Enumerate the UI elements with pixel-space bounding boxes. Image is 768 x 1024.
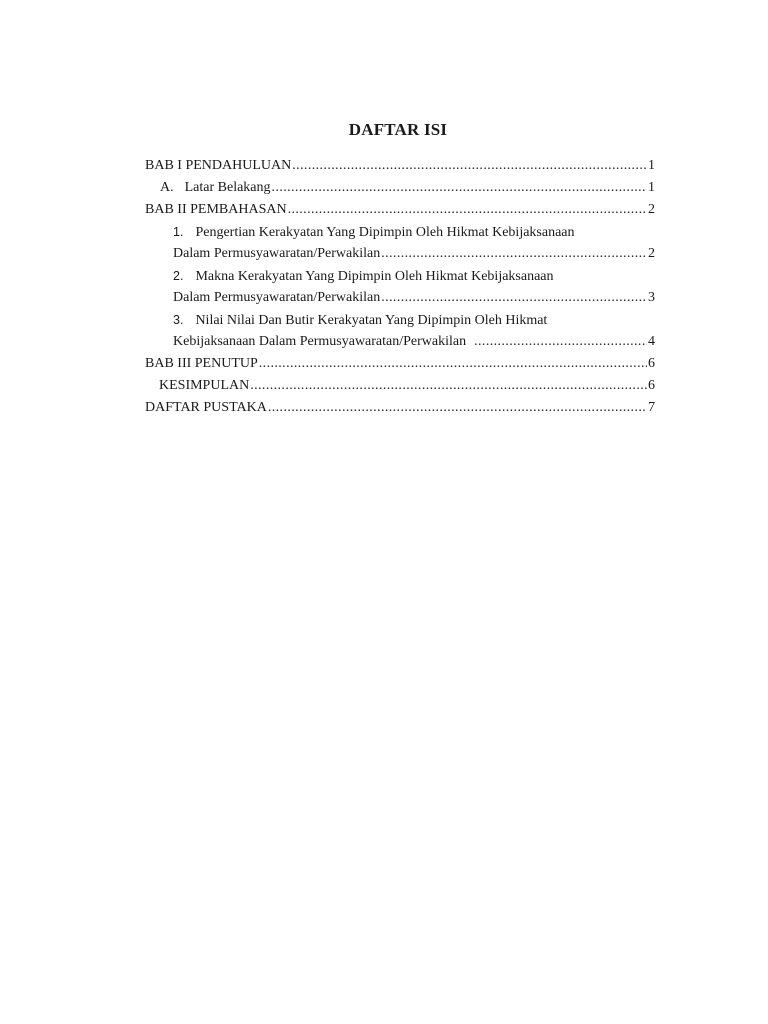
toc-entry-label: BAB III PENUTUP	[145, 356, 258, 371]
toc-entry-item-3-line-1[interactable]	[145, 309, 655, 331]
toc-page-number: 4	[648, 334, 655, 349]
toc-entry-label-line-1: Makna Kerakyatan Yang Dipimpin Oleh Hikmat Kebijaksanaan	[195, 269, 554, 284]
toc-item-number: 2.	[173, 269, 184, 283]
toc-entry-label: Latar Belakang	[184, 180, 271, 195]
toc-entry-latar-belakang[interactable]	[145, 177, 655, 199]
toc-entry-label: BAB II PEMBAHASAN	[145, 202, 287, 217]
toc-entry-marker: A.	[160, 180, 174, 195]
dot-leader	[250, 375, 647, 397]
toc-page-number: 1	[648, 180, 655, 195]
dot-leader	[288, 199, 647, 221]
toc-page-number: 2	[648, 202, 655, 217]
toc-entry-item-1-line-2[interactable]	[145, 243, 655, 265]
toc-entry-bab-2[interactable]	[145, 199, 655, 221]
toc-entry-bab-1[interactable]	[145, 155, 655, 177]
dot-leader	[272, 177, 647, 199]
toc-entry-label-line-2: Kebijaksanaan Dalam Permusyawaratan/Perwakilan	[173, 334, 474, 349]
toc-entry-label-line-2: Dalam Permusyawaratan/Perwakilan	[173, 290, 381, 305]
toc-entry-label: BAB I PENDAHULUAN	[145, 158, 292, 173]
toc-entry-item-3-line-2[interactable]	[145, 331, 655, 353]
dot-leader	[381, 287, 647, 309]
toc-page-number: 6	[648, 378, 655, 393]
toc-page-number: 1	[648, 158, 655, 173]
toc-item-number: 3.	[173, 313, 184, 327]
toc-entry-label-line-2: Dalam Permusyawaratan/Perwakilan	[173, 246, 381, 261]
table-of-contents	[145, 155, 655, 419]
dot-leader	[381, 243, 647, 265]
dot-leader	[292, 155, 647, 177]
toc-entry-kesimpulan[interactable]	[145, 375, 655, 397]
dot-leader	[474, 331, 647, 353]
toc-entry-item-1-line-1[interactable]	[145, 221, 655, 243]
toc-entry-label-line-1: Pengertian Kerakyatan Yang Dipimpin Oleh Hikmat Kebijaksanaan	[195, 225, 575, 240]
toc-entry-item-2-line-2[interactable]	[145, 287, 655, 309]
toc-item-number: 1.	[173, 225, 184, 239]
toc-entry-item-2-line-1[interactable]	[145, 265, 655, 287]
toc-entry-label: DAFTAR PUSTAKA	[145, 400, 267, 415]
toc-entry-daftar-pustaka[interactable]	[145, 397, 655, 419]
toc-page-number: 3	[648, 290, 655, 305]
toc-entry-bab-3[interactable]	[145, 353, 655, 375]
toc-page-number: 2	[648, 246, 655, 261]
toc-title: DAFTAR ISI	[348, 120, 448, 139]
toc-entry-label-line-1: Nilai Nilai Dan Butir Kerakyatan Yang Dipimpin Oleh Hikmat	[195, 313, 548, 328]
dot-leader	[268, 397, 647, 419]
toc-entry-label: KESIMPULAN	[159, 378, 250, 393]
toc-page-number: 7	[648, 400, 655, 415]
toc-page-number: 6	[648, 356, 655, 371]
dot-leader	[259, 353, 647, 375]
